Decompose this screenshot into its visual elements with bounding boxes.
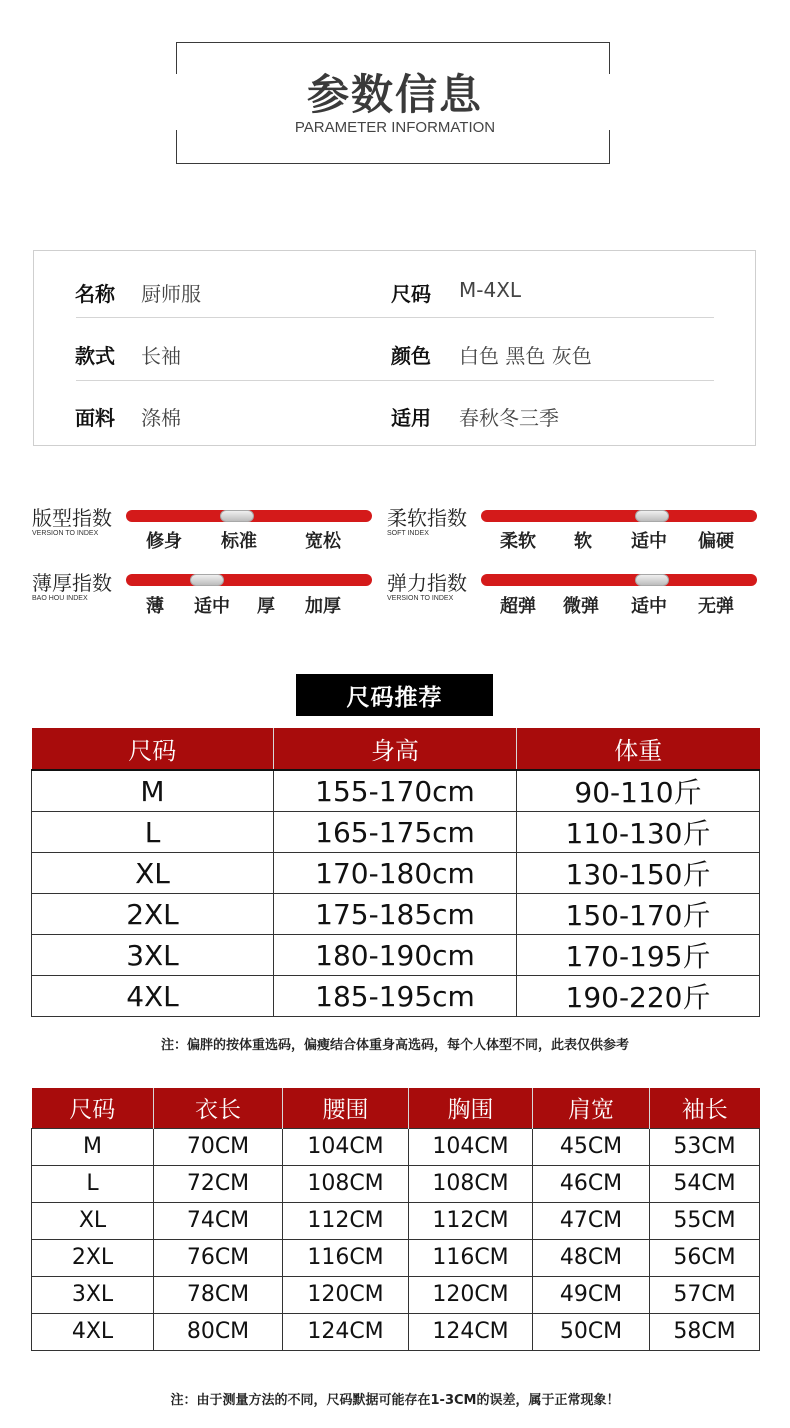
cell-size: 4XL	[32, 976, 274, 1017]
cell-sleeve: 57CM	[650, 1276, 760, 1313]
cell-shoulder: 50CM	[533, 1313, 650, 1350]
table-row	[32, 1128, 760, 1165]
table-row	[32, 976, 760, 1017]
column-header-length: 衣长	[154, 1088, 283, 1128]
info-value-size: M-4XL	[459, 278, 522, 302]
cell-weight: 190-220斤	[517, 976, 760, 1017]
cell-sleeve: 56CM	[650, 1239, 760, 1276]
size-recommend-title: 尺码推荐	[296, 674, 493, 716]
fit-index-subtitle: VERSION TO INDEX	[32, 530, 99, 537]
cell-chest: 124CM	[409, 1313, 533, 1350]
header-border	[176, 42, 610, 43]
cell-waist: 104CM	[283, 1128, 409, 1165]
cell-waist: 116CM	[283, 1239, 409, 1276]
elastic-label-slight: 微弹	[563, 596, 599, 617]
cell-weight: 90-110斤	[517, 770, 760, 812]
column-header-weight: 体重	[517, 728, 760, 770]
thickness-index-marker	[190, 574, 224, 586]
table-row	[32, 1165, 760, 1202]
info-value-season: 春秋冬三季	[459, 406, 559, 430]
table-row	[32, 812, 760, 853]
cell-chest: 120CM	[409, 1276, 533, 1313]
column-header-waist: 腰围	[283, 1088, 409, 1128]
info-key-style: 款式	[75, 344, 115, 368]
cell-shoulder: 49CM	[533, 1276, 650, 1313]
info-divider	[76, 317, 714, 318]
cell-height: 175-185cm	[274, 894, 517, 935]
cell-length: 78CM	[154, 1276, 283, 1313]
cell-waist: 108CM	[283, 1165, 409, 1202]
cell-chest: 108CM	[409, 1165, 533, 1202]
soft-index-marker	[635, 510, 669, 522]
cell-sleeve: 58CM	[650, 1313, 760, 1350]
cell-size: 3XL	[32, 935, 274, 976]
cell-waist: 124CM	[283, 1313, 409, 1350]
info-key-name: 名称	[75, 282, 115, 306]
cell-shoulder: 46CM	[533, 1165, 650, 1202]
cell-size: 3XL	[32, 1276, 154, 1313]
thickness-index-title: 薄厚指数	[32, 571, 112, 595]
measurement-note: 注：由于测量方法的不同，尺码默据可能存在1-3CM的误差，属于正常现象！	[170, 1393, 620, 1408]
table-row	[32, 1313, 760, 1350]
size-recommend-table	[31, 728, 760, 1017]
fit-index-title: 版型指数	[32, 506, 112, 530]
cell-length: 74CM	[154, 1202, 283, 1239]
product-info-box	[33, 250, 756, 446]
recommend-note: 注：偏胖的按体重选码，偏瘦结合体重身高选码，每个人体型不同，此表仅供参考	[160, 1038, 629, 1053]
table-row	[32, 935, 760, 976]
soft-index-title: 柔软指数	[387, 506, 467, 530]
column-header-size: 尺码	[32, 728, 274, 770]
cell-size: M	[32, 770, 274, 812]
soft-index-subtitle: SOFT INDEX	[387, 530, 429, 537]
info-key-size: 尺码	[391, 282, 431, 306]
table-header-row	[32, 728, 760, 770]
cell-waist: 112CM	[283, 1202, 409, 1239]
table-row	[32, 1239, 760, 1276]
elastic-label-none: 无弹	[698, 596, 734, 617]
cell-size: M	[32, 1128, 154, 1165]
info-value-color: 白色 黑色 灰色	[459, 344, 592, 368]
cell-shoulder: 48CM	[533, 1239, 650, 1276]
cell-length: 72CM	[154, 1165, 283, 1202]
column-header-sleeve: 袖长	[650, 1088, 760, 1128]
info-value-style: 长袖	[141, 344, 181, 368]
column-header-chest: 胸围	[409, 1088, 533, 1128]
thickness-label-thin: 薄	[146, 596, 164, 617]
cell-shoulder: 47CM	[533, 1202, 650, 1239]
cell-weight: 170-195斤	[517, 935, 760, 976]
info-key-color: 颜色	[391, 344, 431, 368]
fit-label-loose: 宽松	[305, 531, 341, 552]
cell-chest: 104CM	[409, 1128, 533, 1165]
elastic-index-marker	[635, 574, 669, 586]
page-subtitle: PARAMETER INFORMATION	[294, 119, 496, 136]
elastic-label-medium: 适中	[631, 596, 667, 617]
info-key-fabric: 面料	[75, 406, 115, 430]
table-row	[32, 1276, 760, 1313]
cell-chest: 116CM	[409, 1239, 533, 1276]
thickness-label-extra-thick: 加厚	[305, 596, 341, 617]
cell-waist: 120CM	[283, 1276, 409, 1313]
soft-label-hard: 偏硬	[698, 531, 734, 552]
cell-height: 170-180cm	[274, 853, 517, 894]
info-value-fabric: 涤棉	[141, 406, 181, 430]
cell-size: L	[32, 812, 274, 853]
fit-label-standard: 标准	[221, 531, 257, 552]
elastic-index-subtitle: VERSION TO INDEX	[387, 595, 454, 602]
table-row	[32, 770, 760, 812]
cell-sleeve: 54CM	[650, 1165, 760, 1202]
header-border	[176, 163, 610, 164]
thickness-index-bar	[126, 574, 372, 586]
cell-height: 180-190cm	[274, 935, 517, 976]
fit-index-marker	[220, 510, 254, 522]
column-header-size: 尺码	[32, 1088, 154, 1128]
cell-size: XL	[32, 1202, 154, 1239]
cell-size: 2XL	[32, 894, 274, 935]
column-header-height: 身高	[274, 728, 517, 770]
soft-label-medium: 适中	[631, 531, 667, 552]
cell-sleeve: 55CM	[650, 1202, 760, 1239]
soft-label-softish: 软	[574, 531, 592, 552]
column-header-shoulder: 肩宽	[533, 1088, 650, 1128]
cell-length: 70CM	[154, 1128, 283, 1165]
cell-weight: 130-150斤	[517, 853, 760, 894]
cell-sleeve: 53CM	[650, 1128, 760, 1165]
thickness-index-subtitle: BAO HOU INDEX	[32, 595, 88, 602]
info-value-name: 厨师服	[141, 282, 201, 306]
cell-height: 185-195cm	[274, 976, 517, 1017]
elastic-label-super: 超弹	[500, 596, 536, 617]
soft-label-soft: 柔软	[500, 531, 536, 552]
table-header-row	[32, 1088, 760, 1128]
thickness-label-thick: 厚	[257, 596, 275, 617]
fit-label-slim: 修身	[146, 531, 182, 552]
elastic-index-title: 弹力指数	[387, 571, 467, 595]
cell-size: 4XL	[32, 1313, 154, 1350]
elastic-index-bar	[481, 574, 757, 586]
thickness-label-medium: 适中	[194, 596, 230, 617]
cell-size: L	[32, 1165, 154, 1202]
cell-shoulder: 45CM	[533, 1128, 650, 1165]
table-row	[32, 894, 760, 935]
cell-weight: 110-130斤	[517, 812, 760, 853]
cell-weight: 150-170斤	[517, 894, 760, 935]
cell-height: 165-175cm	[274, 812, 517, 853]
cell-height: 155-170cm	[274, 770, 517, 812]
table-row	[32, 853, 760, 894]
cell-length: 80CM	[154, 1313, 283, 1350]
info-key-season: 适用	[391, 406, 431, 430]
cell-size: 2XL	[32, 1239, 154, 1276]
info-divider	[76, 380, 714, 381]
measurement-table	[31, 1088, 760, 1351]
cell-length: 76CM	[154, 1239, 283, 1276]
cell-chest: 112CM	[409, 1202, 533, 1239]
cell-size: XL	[32, 853, 274, 894]
soft-index-bar	[481, 510, 757, 522]
page-title: 参数信息	[306, 70, 483, 119]
table-row	[32, 1202, 760, 1239]
